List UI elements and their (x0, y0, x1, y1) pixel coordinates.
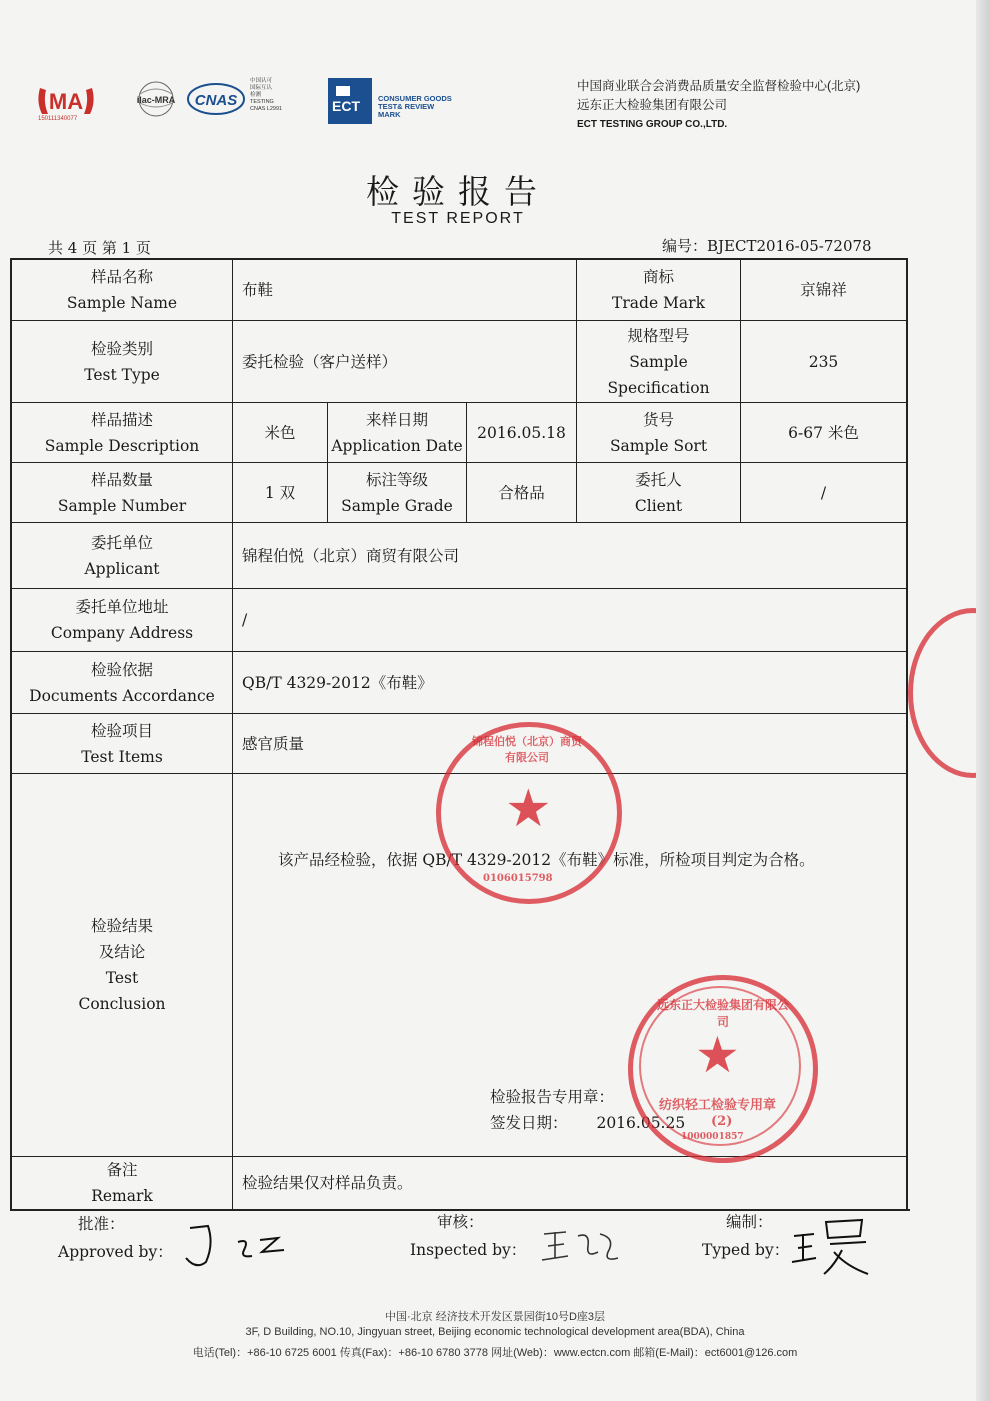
svg-text:ilac-MRA: ilac-MRA (136, 95, 176, 105)
value-trade-mark: 京锦祥 (800, 281, 847, 299)
typed-label-cn: 编制： (726, 1213, 773, 1231)
label-specification: 规格型号 Sample Specification (607, 326, 710, 397)
value-remark: 检验结果仅对样品负责。 (242, 1174, 413, 1192)
value-sample-sort: 6-67 米色 (788, 423, 859, 442)
org-name-cn-2: 远东正大检验集团有限公司 (577, 98, 728, 112)
label-applicant: 委托单位 Applicant (84, 533, 160, 578)
value-test-items: 感官质量 (242, 734, 305, 753)
label-sample-number: 样品数量 Sample Number (57, 470, 187, 515)
value-applicant: 锦程伯悦（北京）商贸有限公司 (242, 546, 460, 565)
stamp-star-icon: ★ (505, 779, 552, 839)
label-test-type: 检验类别 Test Type (84, 339, 160, 384)
approved-signature (178, 1214, 308, 1274)
issue-date-value: 2016.05.25 (596, 1114, 686, 1132)
inspected-signature (538, 1222, 628, 1268)
value-sample-grade: 合格品 (498, 483, 545, 502)
label-documents-accordance: 检验依据 Documents Accordance (29, 660, 215, 705)
issue-date-label: 签发日期： (490, 1114, 568, 1132)
label-remark: 备注 Remark (91, 1161, 153, 1205)
conclusion-statement: 该产品经检验，依据 QB/T 4329-2012《布鞋》标准，所检项目判定为合格。 (278, 851, 815, 869)
label-sample-description: 样品描述 Sample Description (44, 410, 200, 455)
value-sample-description: 米色 (264, 423, 296, 442)
ilac-mra-logo (128, 80, 184, 118)
page-count: 共 4 页 第 1 页 (48, 239, 151, 257)
typed-signature (790, 1214, 880, 1280)
org-name-en: ECT TESTING GROUP CO.,LTD. (577, 119, 728, 130)
ect-inspection-stamp: 远东正大检验集团有限公司 ★ 纺织轻工检验专用章 (2) 1000001857 (628, 975, 818, 1163)
label-company-address: 委托单位地址 Company Address (50, 598, 194, 642)
applicant-company-stamp: ★ 锦程伯悦（北京）商贸有限公司 0106015798 (436, 722, 622, 904)
label-client: 委托人 Client (634, 470, 683, 515)
value-sample-number: 1 双 (264, 483, 296, 502)
svg-text:CNAS: CNAS (194, 92, 238, 109)
cma-number: 150111340077 (38, 116, 78, 122)
label-sample-grade: 标注等级 Sample Grade (341, 470, 453, 515)
value-test-type: 委托检验（客户送样） (242, 352, 398, 371)
value-application-date: 2016.05.18 (477, 423, 566, 442)
value-client: / (820, 483, 827, 502)
typed-label-en: Typed by： (702, 1241, 790, 1259)
label-test-items: 检验项目 Test Items (81, 721, 163, 766)
report-seal-label: 检验报告专用章： (490, 1088, 615, 1106)
report-title-cn: 检验报告 (366, 172, 550, 211)
cnas-logo (186, 82, 246, 116)
organization-block (577, 77, 860, 134)
label-application-date: 来样日期 Application Date (331, 410, 463, 455)
approved-label-cn: 批准： (78, 1215, 125, 1233)
value-documents-accordance: QB/T 4329-2012《布鞋》 (242, 673, 433, 692)
value-sample-name: 布鞋 (242, 281, 274, 299)
label-sample-name: 样品名称 Sample Name (66, 268, 178, 312)
footer-address-en: 3F, D Building, NO.10, Jingyuan street, Beijing economic technological development area(BDA), China (245, 1326, 745, 1338)
footer-address-cn: 中国·北京 经济技术开发区景园街10号D座3层 (384, 1311, 605, 1323)
ect-logo: ECT (328, 78, 372, 124)
org-name-cn-1: 中国商业联合会消费品质量安全监督检验中心(北京) (577, 79, 861, 93)
inspected-label-cn: 审核： (437, 1213, 484, 1231)
report-title-en: TEST REPORT (391, 210, 525, 227)
value-company-address: / (242, 611, 248, 629)
approved-label-en: Approved by： (58, 1243, 173, 1261)
value-specification: 235 (808, 352, 839, 371)
inspected-label-en: Inspected by： (410, 1241, 527, 1259)
svg-text:MA: MA (48, 89, 84, 114)
cnas-accreditation-text: 中国认可 国际互认 检测 TESTING CNAS L2991 (250, 78, 283, 112)
label-test-conclusion: 检验结果 及结论 Test Conclusion (78, 917, 166, 1013)
stamp-star-icon: ★ (695, 1026, 740, 1084)
scan-edge (976, 0, 990, 1401)
label-sample-sort: 货号 Sample Sort (609, 410, 708, 455)
footer-contacts: 电话(Tel)：+86-10 6725 6001 传真(Fax)：+86-10 6780 3778 网址(Web)：www.ectcn.com 邮箱(E-Mail)：ect6001@126.com (192, 1347, 798, 1359)
label-trade-mark: 商标 Trade Mark (612, 268, 705, 312)
ect-mark-text: CONSUMER GOODS TEST& REVIEW MARK (378, 94, 452, 119)
report-number: 编号：BJECT2016-05-72078 (662, 237, 872, 255)
